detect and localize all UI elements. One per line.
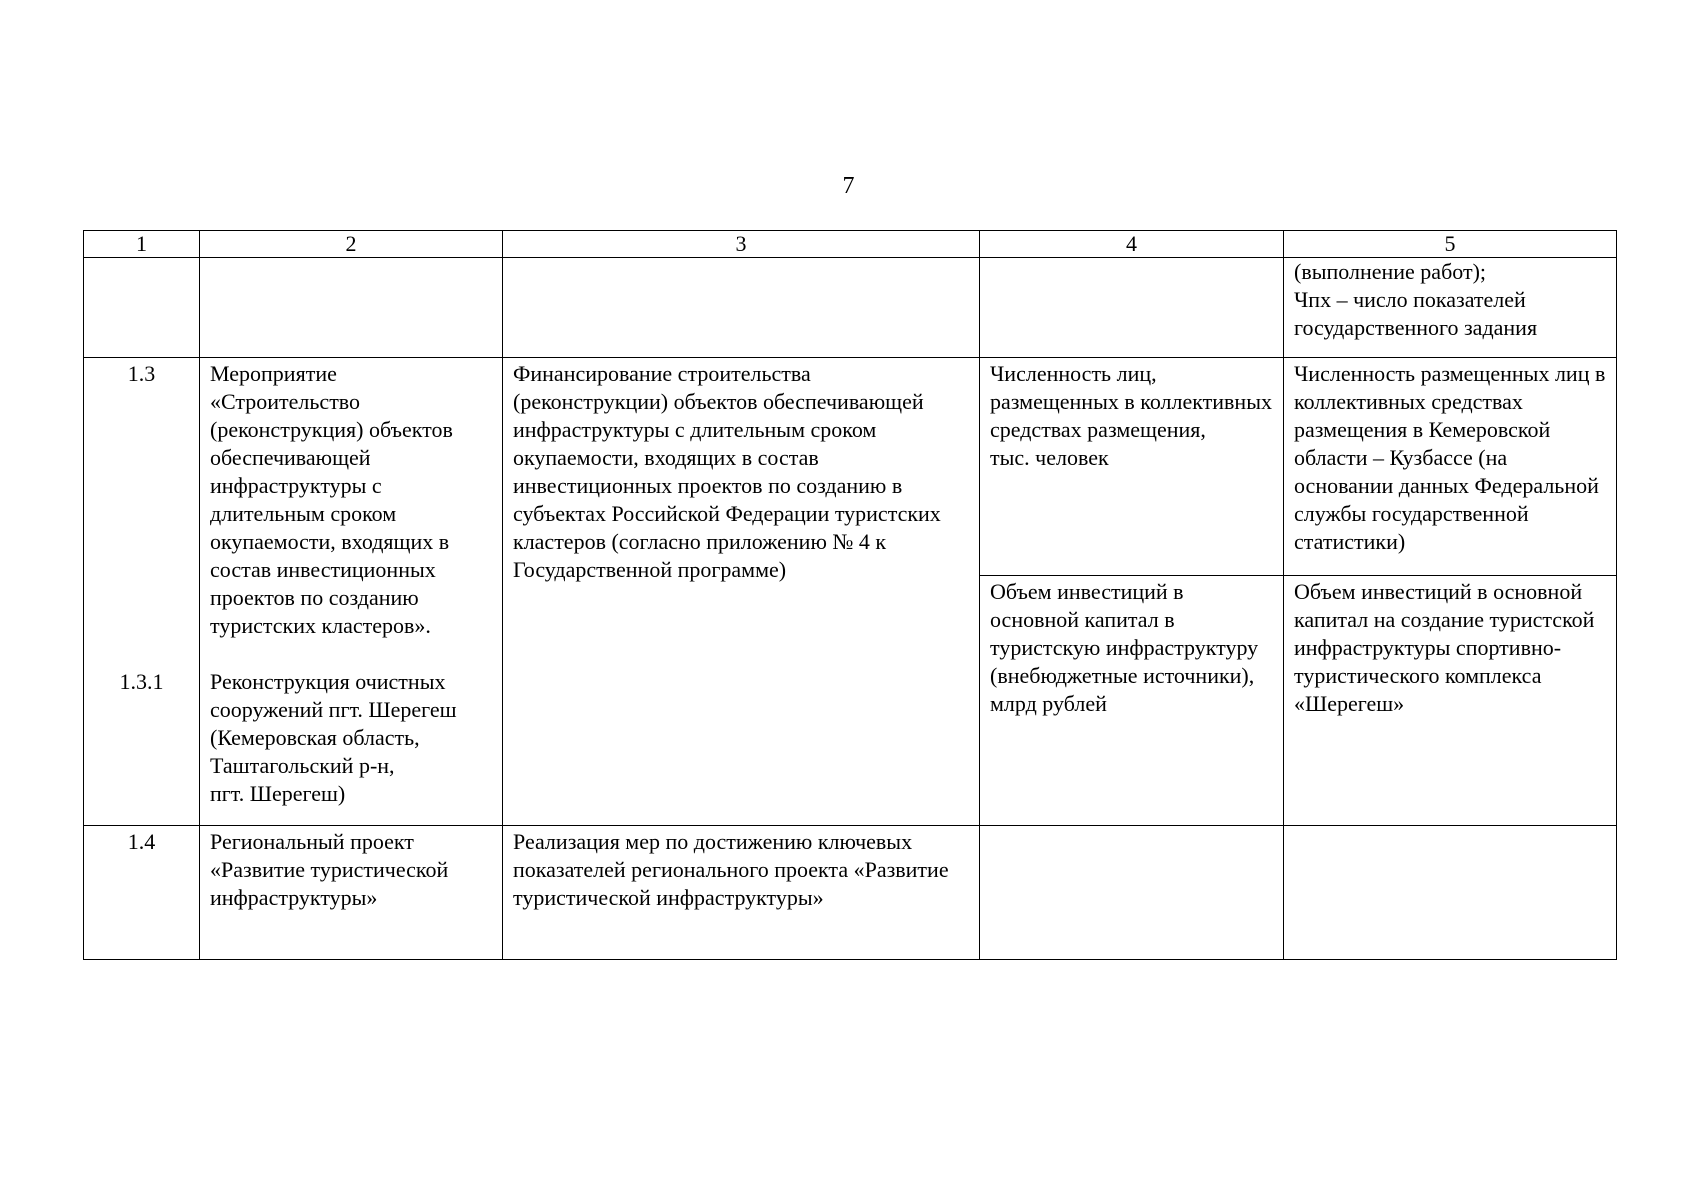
cont-cell-col-2: [200, 258, 503, 358]
row-1-3-name-cell: [200, 358, 503, 826]
table-header-row: [84, 231, 1617, 258]
header-col-1: 1: [84, 231, 200, 258]
row-1-4-description: Реализация мер по достижению ключевых показателей регионального проекта «Развитие туристической инфраструктуры»: [503, 826, 980, 960]
header-col-2: 2: [200, 231, 503, 258]
page-number: 7: [842, 173, 855, 199]
cont-cell-col-1: [84, 258, 200, 358]
row-1-3-indicator-1-method: Численность размещенных лиц в коллективных средствах размещения в Кемеровской области – Кузбассе (на основании данных Федеральной службы государственной статистики): [1284, 358, 1617, 576]
row-1-3-1-object-name: Реконструкция очистных сооружений пгт. Шерегеш (Кемеровская область, Таштагольский р-н, пгт. Шерегеш): [210, 669, 457, 806]
table-row-continuation: [84, 258, 1617, 358]
table-row-1-4: [84, 826, 1617, 960]
row-1-3-event-name: Мероприятие «Строительство (реконструкция) объектов обеспечивающей инфраструктуры с длительным сроком окупаемости, входящих в состав инвестиционных проектов по созданию туристских кластеров».: [210, 361, 453, 638]
row-1-3-description-cell: Финансирование строительства (реконструкции) объектов обеспечивающей инфраструктуры с длительным сроком окупаемости, входящих в состав инвестиционных проектов по созданию в субъектах Российской Федерации туристских кластеров (согласно приложению № 4 к Государственной программе): [503, 358, 980, 826]
row-1-4-col-4: [980, 826, 1284, 960]
cont-cell-col-5: (выполнение работ); Чпх – число показателей государственного задания: [1284, 258, 1617, 358]
header-col-5: 5: [1284, 231, 1617, 258]
row-1-4-number: 1.4: [84, 826, 200, 960]
header-col-3: 3: [503, 231, 980, 258]
row-1-3-indicator-2-method: Объем инвестиций в основной капитал на создание туристской инфраструктуры спортивно-туристического комплекса «Шерегеш»: [1284, 576, 1617, 826]
program-table: [83, 230, 1617, 960]
row-1-4-col-5: [1284, 826, 1617, 960]
cont-cell-col-3: [503, 258, 980, 358]
row-1-3-numbers: 1.3 1.3.1: [119, 361, 164, 694]
table-row-1-3: [84, 358, 1617, 576]
row-1-3-indicator-1-name: Численность лиц, размещенных в коллективных средствах размещения, тыс. человек: [980, 358, 1284, 576]
cont-cell-col-4: [980, 258, 1284, 358]
header-col-4: 4: [980, 231, 1284, 258]
row-1-3-number-cell: [84, 358, 200, 826]
row-1-3-indicator-2-name: Объем инвестиций в основной капитал в туристскую инфраструктуру (внебюджетные источники), млрд рублей: [980, 576, 1284, 826]
row-1-4-name: Региональный проект «Развитие туристической инфраструктуры»: [200, 826, 503, 960]
